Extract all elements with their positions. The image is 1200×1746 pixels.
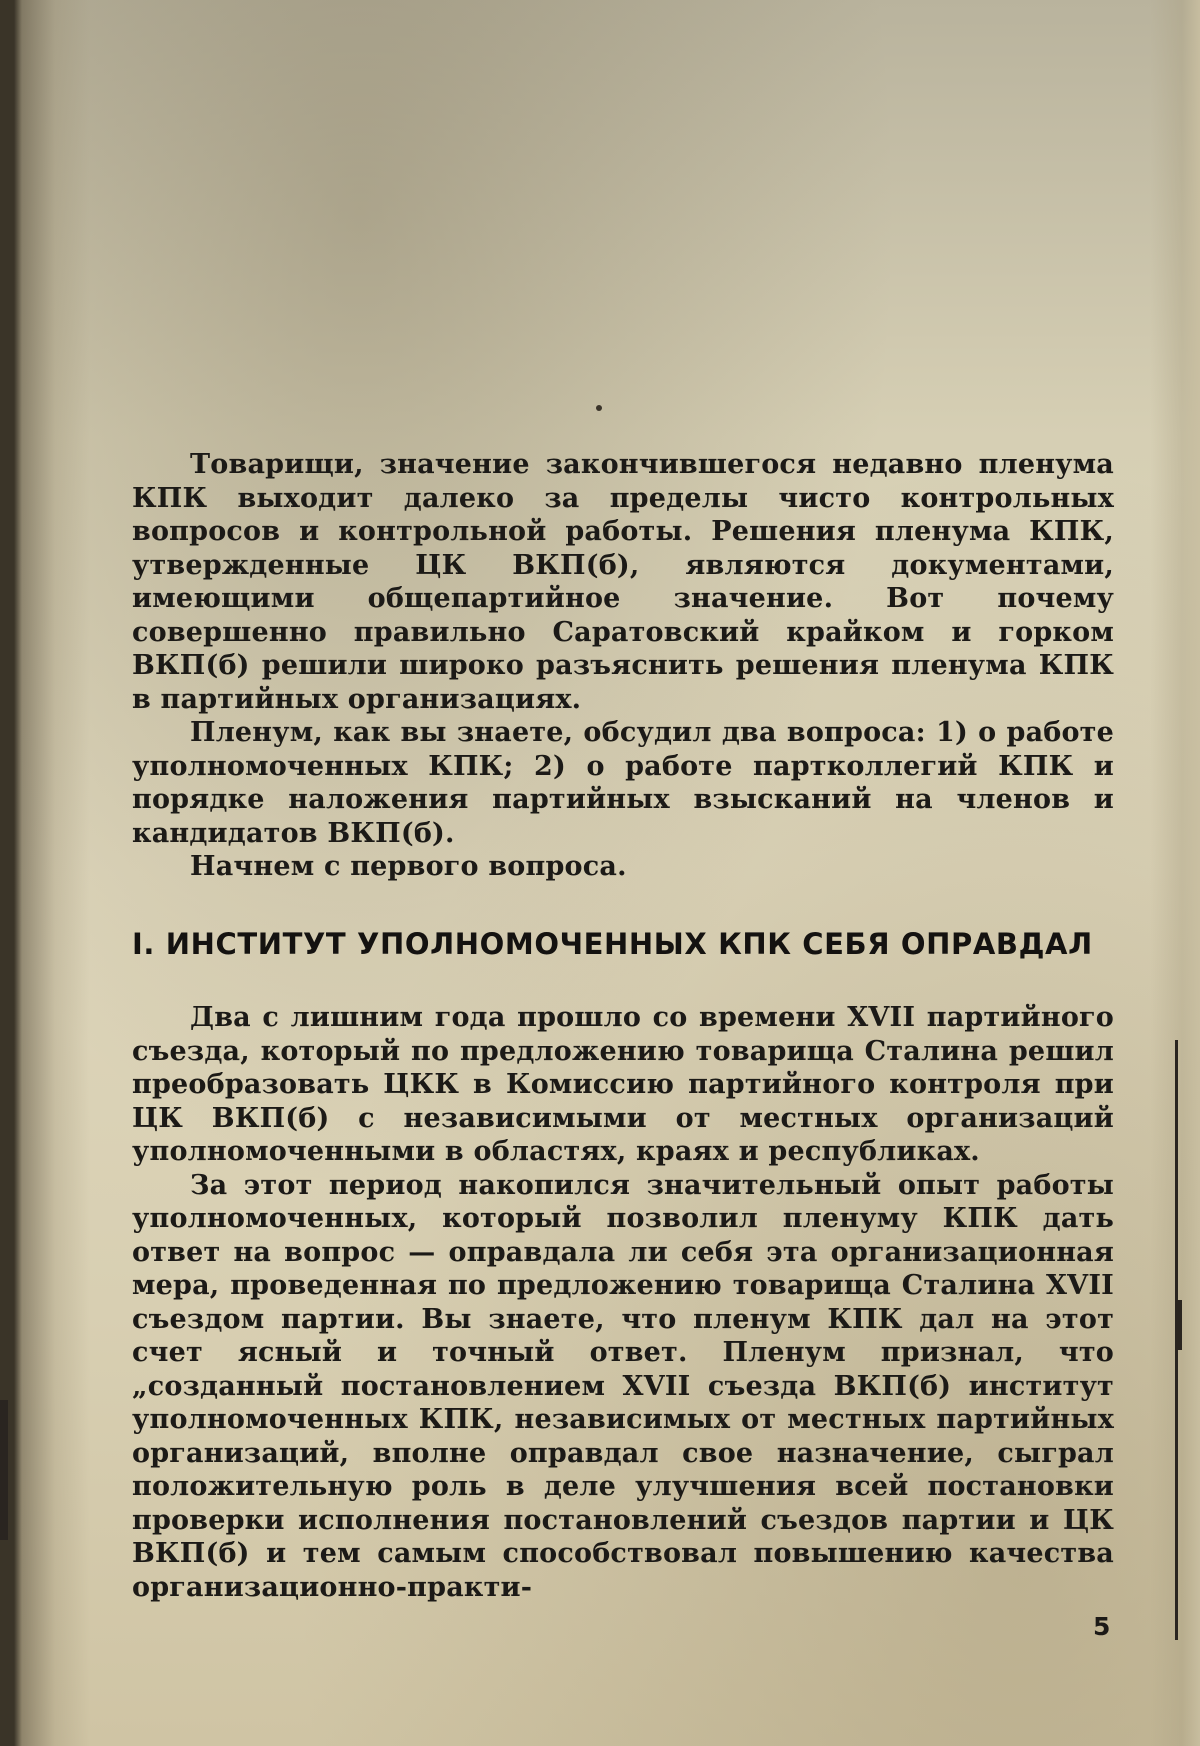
body-text	[132, 448, 1114, 1604]
spine-shadow	[0, 0, 90, 1746]
print-dot	[596, 405, 602, 411]
paragraph: Два с лишним года прошло со времени XVII партийного съезда, который по предложению товарища Сталина решил преобразовать ЦКК в Комиссию партийного контроля при ЦК ВКП(б) с независимыми от местных организаций уполномоченными в областях, краях и республиках.	[132, 1002, 1114, 1167]
edge-mark	[1176, 1300, 1182, 1350]
section-heading: I. ИНСТИТУТ УПОЛНОМОЧЕННЫХ КПК СЕБЯ ОПРАВДАЛ	[132, 926, 1093, 961]
paragraph: Пленум, как вы знаете, обсудил два вопроса: 1) о работе уполномоченных КПК; 2) о работе партколлегий КПК и порядке наложения партийных взысканий на членов и кандидатов ВКП(б).	[132, 717, 1114, 849]
page-number: 5	[1093, 1612, 1111, 1641]
edge-mark	[0, 1400, 8, 1540]
paragraph: За этот период накопился значительный опыт работы уполномоченных, который позволил пленуму КПК дать ответ на вопрос — оправдала ли себя эта организационная мера, проведенная по предложению товарища Сталина XVII съездом партии. Вы знаете, что пленум КПК дал на этот счет ясный и точный ответ. Пленум признал, что „созданный постановлением XVII съезда ВКП(б) институт уполномоченных КПК, независимых от местных партийных организаций, вполне оправдал свое назначение, сыграл положительную роль в деле улучшения всей постановки проверки исполнения постановлений съездов партии и ЦК ВКП(б) и тем самым способствовал повышению качества организационно-практи-	[132, 1169, 1114, 1603]
paragraph: Товарищи, значение закончившегося недавно пленума КПК выходит далеко за пределы чисто контрольных вопросов и контрольной работы. Решения пленума КПК, утвержденные ЦК ВКП(б), являются документами, имеющими общепартийное значение. Вот почему совершенно правильно Саратовский крайком и горком ВКП(б) решили широко разъяснить решения пленума КПК в партийных организациях.	[132, 449, 1114, 715]
paragraph: Начнем с первого вопроса.	[190, 851, 627, 882]
